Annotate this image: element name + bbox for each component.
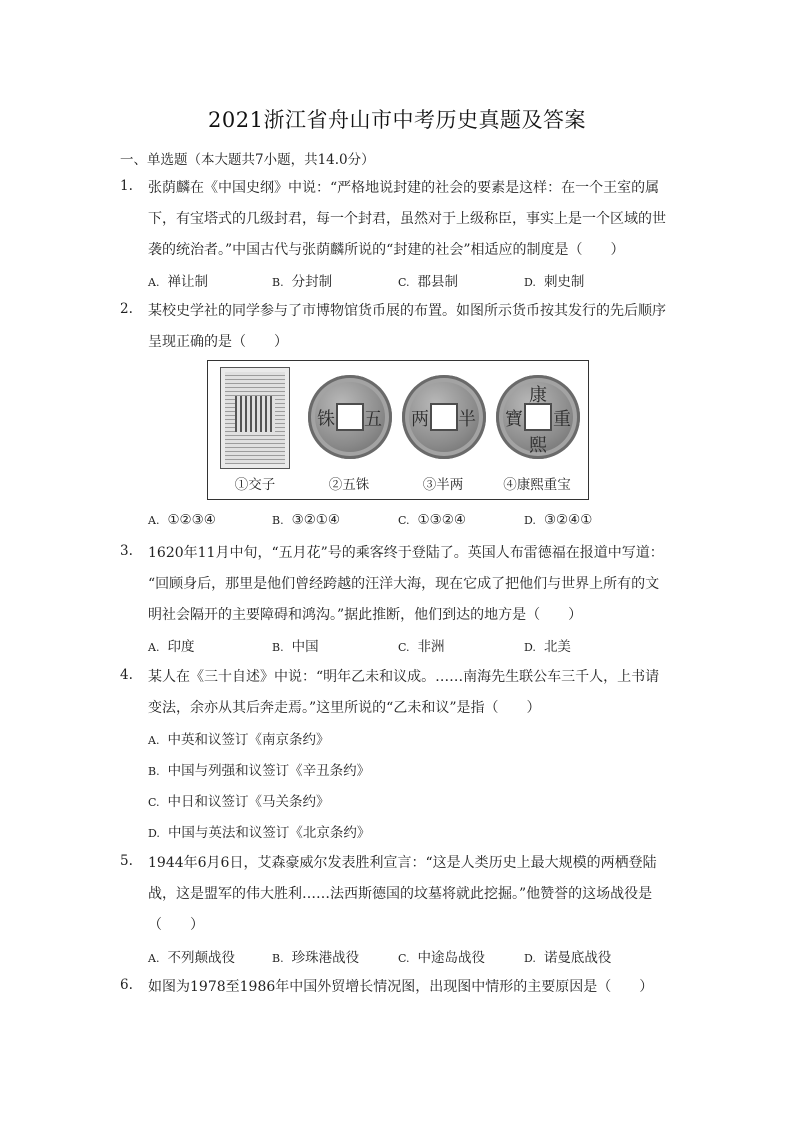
question-number: 4. (120, 667, 133, 683)
option-letter: B. (272, 514, 284, 527)
question-text-line: “回顾身后，那里是他们曾经跨越的汪洋大海，现在它成了把他们与世界上所有的文 (148, 576, 660, 592)
option-text: 禅让制 (167, 274, 208, 290)
question-text-line: 某人在《三十自述》中说：“明年乙未和议成。……南海先生联公车三千人，上书请 (148, 669, 660, 685)
option-text: 北美 (543, 639, 571, 655)
section-heading: 一、单选题（本大题共7小题，共14.0分） (120, 152, 375, 168)
coin-character: 寶 (505, 409, 523, 430)
banliang-item (398, 361, 488, 499)
option-letter: C. (398, 276, 410, 289)
option-text: 郡县制 (417, 274, 459, 290)
question-text-line: 变法，余亦从其后奔走焉。”这里所说的“乙未和议”是指（ ） (148, 700, 541, 716)
option-letter: B. (272, 276, 284, 289)
question-text-line: 下，有宝塔式的几级封君，每一个封君，虽然对于上级称臣，事实上是一个区域的世 (148, 211, 666, 227)
option-d[interactable] (524, 946, 611, 966)
coin-character: 半 (458, 409, 476, 430)
question-number: 1. (120, 178, 133, 194)
option-d[interactable] (524, 635, 571, 655)
question-text-line: 明社会隔开的主要障碍和鸿沟。”据此推断，他们到达的地方是（ ） (148, 607, 583, 623)
question-number: 3. (120, 543, 133, 559)
coin-character: 铢 (317, 409, 335, 430)
option-text: 印度 (167, 639, 195, 655)
question-number: 2. (120, 301, 133, 317)
option-d[interactable] (524, 512, 592, 528)
option-text: 中国 (291, 639, 319, 655)
kangxi-coin-image (496, 375, 580, 459)
option-letter: C. (398, 641, 410, 654)
option-text: 中英和议签订《南京条约》 (167, 732, 330, 748)
wuzhu-coin-image (308, 375, 392, 459)
question-number: 6. (120, 977, 133, 993)
option-letter: D. (148, 827, 160, 840)
option-a[interactable] (148, 270, 208, 290)
figure-caption: ③半两 (422, 477, 464, 493)
option-text: 非洲 (417, 639, 445, 655)
question-number: 5. (120, 853, 133, 869)
option-text: 中国与英法和议签订《北京条约》 (167, 825, 371, 841)
option-text: 珍珠港战役 (291, 950, 360, 966)
option-b[interactable] (148, 759, 370, 779)
figure-caption: ①交子 (234, 477, 276, 493)
option-letter: A. (148, 952, 160, 965)
option-c[interactable] (398, 512, 466, 528)
option-letter: D. (524, 514, 536, 527)
coin-character: 重 (553, 409, 571, 430)
option-b[interactable] (272, 270, 332, 290)
coin-character: 五 (364, 409, 382, 430)
question-text-line: （ ） (148, 917, 204, 933)
option-text: ①②③④ (167, 512, 216, 528)
option-text: ③②④① (543, 512, 593, 528)
option-d[interactable] (524, 270, 584, 290)
option-letter: B. (272, 952, 284, 965)
jiaozi-item (210, 361, 300, 499)
question-text-line: 袭的统治者。”中国古代与张荫麟所说的“封建的社会”相适应的制度是（ ） (148, 242, 625, 258)
option-b[interactable] (272, 946, 359, 966)
option-letter: A. (148, 276, 160, 289)
option-b[interactable] (272, 635, 319, 655)
page-title: 2021浙江省舟山市中考历史真题及答案 (208, 108, 586, 132)
option-text: 中国与列强和议签订《辛丑条约》 (167, 763, 371, 779)
question-text-line: 张荫麟在《中国史纲》中说：“严格地说封建的社会的要素是这样：在一个王室的属 (148, 180, 660, 196)
option-d[interactable] (148, 821, 370, 841)
option-a[interactable] (148, 728, 329, 748)
question-text-line: 1944年6月6日，艾森豪威尔发表胜利宣言：“这是人类历史上最大规模的两栖登陆 (148, 855, 657, 871)
option-letter: D. (524, 641, 536, 654)
option-letter: B. (272, 641, 284, 654)
banliang-coin-image (402, 375, 486, 459)
question-text-line: 战，这是盟军的伟大胜利……法西斯德国的坟墓将就此挖掘。”他赞誉的这场战役是 (148, 886, 653, 902)
option-text: 刺史制 (543, 274, 585, 290)
option-text: 诺曼底战役 (543, 950, 612, 966)
wuzhu-item (304, 361, 394, 499)
jiaozi-banknote-image (220, 367, 290, 469)
option-a[interactable] (148, 946, 235, 966)
option-b[interactable] (272, 512, 340, 528)
option-text: 不列颠战役 (167, 950, 235, 966)
option-c[interactable] (398, 270, 458, 290)
option-letter: B. (148, 765, 160, 778)
coin-character: 康 (529, 385, 547, 406)
option-text: ③②①④ (291, 512, 341, 528)
option-text: 分封制 (291, 274, 333, 290)
option-letter: A. (148, 734, 160, 747)
option-a[interactable] (148, 635, 194, 655)
currency-figure (207, 360, 589, 500)
option-letter: C. (148, 796, 160, 809)
option-letter: D. (524, 276, 536, 289)
option-letter: D. (524, 952, 536, 965)
option-c[interactable] (398, 635, 445, 655)
option-letter: C. (398, 952, 410, 965)
option-text: 中途岛战役 (417, 950, 486, 966)
option-letter: C. (398, 514, 410, 527)
option-a[interactable] (148, 512, 216, 528)
figure-caption: ④康熙重宝 (503, 477, 571, 493)
coin-character: 两 (411, 409, 429, 430)
option-text: 中日和议签订《马关条约》 (167, 794, 330, 810)
question-text-line: 1620年11月中旬，“五月花”号的乘客终于登陆了。英国人布雷德福在报道中写道： (148, 545, 664, 561)
option-c[interactable] (398, 946, 485, 966)
kangxi-item (492, 361, 582, 499)
question-text-line: 呈现正确的是（ ） (148, 334, 288, 350)
figure-caption: ②五铢 (328, 477, 370, 493)
option-letter: A. (148, 514, 160, 527)
question-text-line: 某校史学社的同学参与了市博物馆货币展的布置。如图所示货币按其发行的先后顺序 (148, 303, 666, 319)
coin-character: 熙 (529, 435, 547, 456)
option-text: ①③②④ (417, 512, 466, 528)
option-letter: A. (148, 641, 160, 654)
question-text-line: 如图为1978至1986年中国外贸增长情况图，出现图中情形的主要原因是（ ） (148, 979, 654, 995)
option-c[interactable] (148, 790, 330, 810)
